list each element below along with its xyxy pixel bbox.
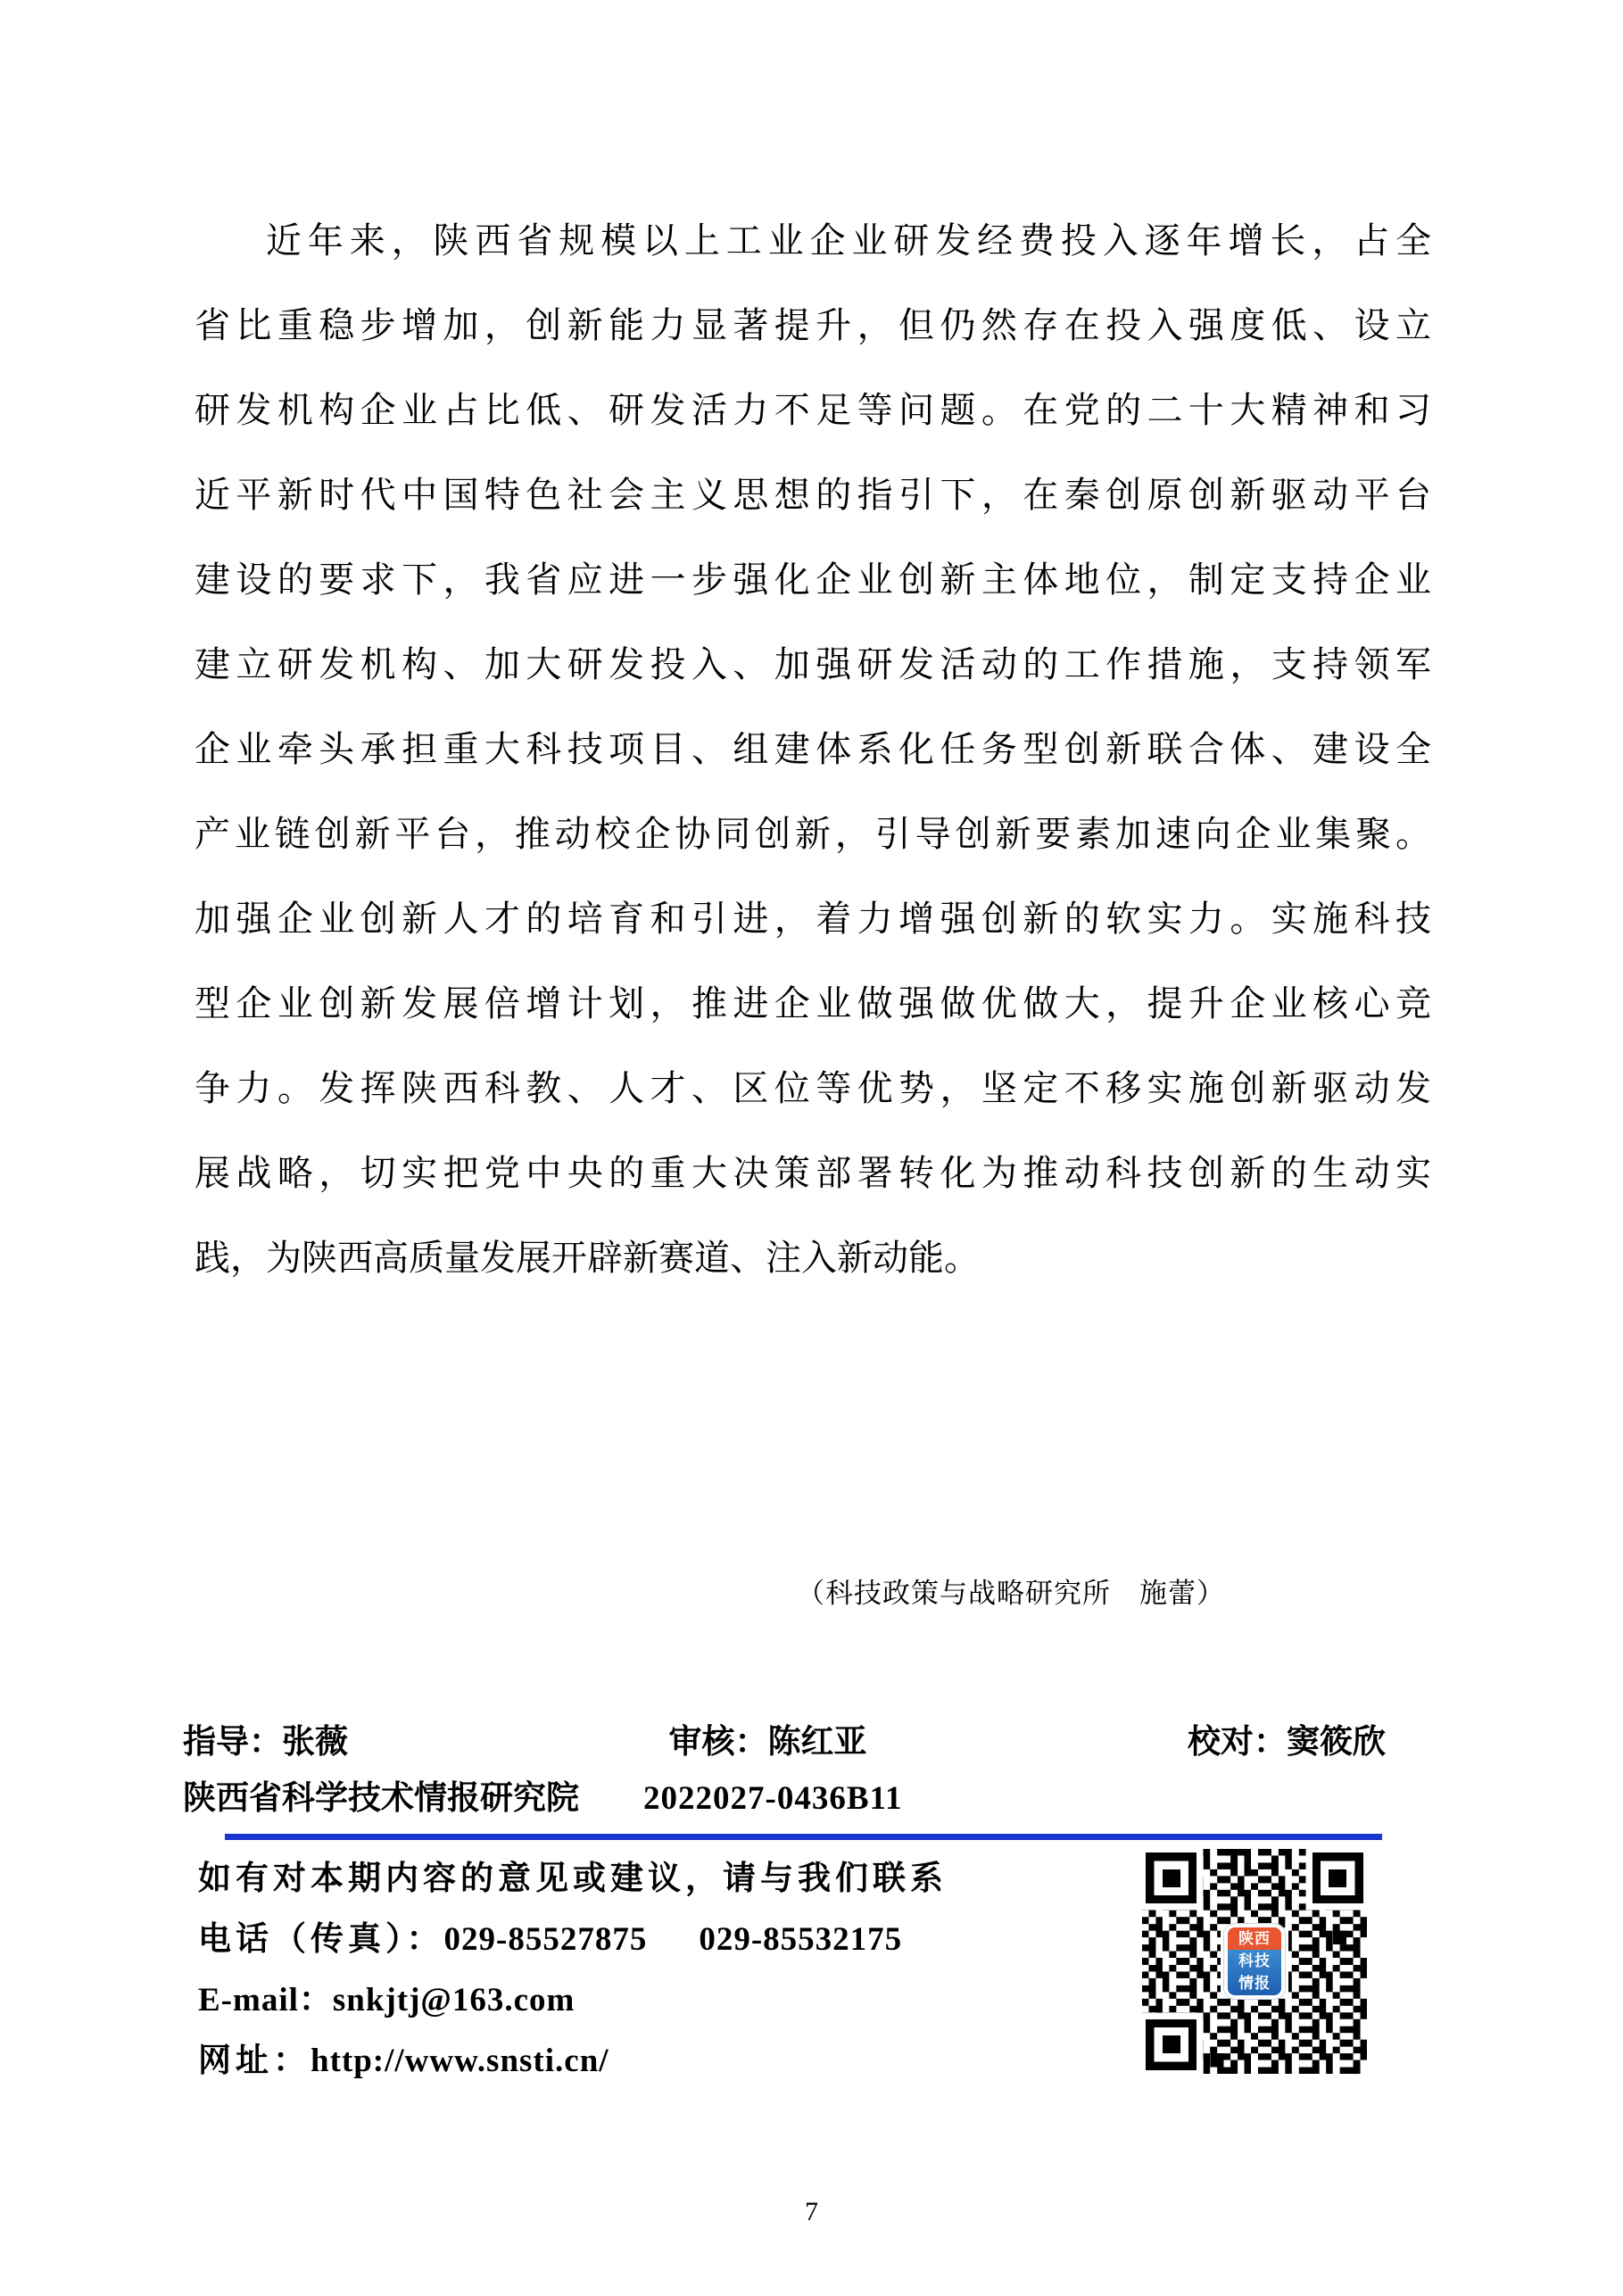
website-value: http://www.snsti.cn/ <box>311 2043 609 2079</box>
proofread-label: 校对：窦筱欣 <box>1188 1724 1386 1761</box>
qr-badge-line: 陕西 <box>1228 1927 1281 1950</box>
body-paragraph <box>195 198 1431 1300</box>
paragraph-line: 争力。发挥陕西科教、人才、区位等优势，坚定不移实施创新驱动发 <box>195 1068 1431 1108</box>
paragraph-line: 近年来，陕西省规模以上工业企业研发经费投入逐年增长，占全 <box>266 220 1431 261</box>
paragraph-line: 建立研发机构、加大研发投入、加强研发活动的工作措施，支持领军 <box>195 644 1431 684</box>
guidance-label: 指导：张薇 <box>183 1724 348 1761</box>
email-value: snkjtj@163.com <box>332 1982 576 2018</box>
review-label: 审核：陈红亚 <box>668 1724 867 1761</box>
paragraph-line: 型企业创新发展倍增计划，推进企业做强做优做大，提升企业核心竞 <box>195 983 1431 1024</box>
paragraph-line: 加强企业创新人才的培育和引进，着力增强创新的软实力。实施科技 <box>195 899 1431 939</box>
footer-staff-row <box>183 1720 1386 1765</box>
paragraph-line: 建设的要求下，我省应进一步强化企业创新主体地位，制定支持企业 <box>195 559 1431 600</box>
website-row <box>198 2031 1135 2092</box>
paragraph-line: 践，为陕西高质量发展开辟新赛道、注入新动能。 <box>195 1238 980 1278</box>
qr-badge-line: 情报 <box>1238 1975 1271 1992</box>
phone-label: 电话（传真）： <box>198 1921 444 1958</box>
doc-number: 2022027-0436B11 <box>643 1780 903 1817</box>
institute-name: 陕西省科学技术情报研究院 <box>183 1780 579 1817</box>
paragraph-line: 产业链创新平台，推动校企协同创新，引导创新要素加速向企业集聚。 <box>195 814 1431 854</box>
paragraph-line: 企业牵头承担重大科技项目、组建体系化任务型创新联合体、建设全 <box>195 729 1431 769</box>
paragraph-line: 近平新时代中国特色社会主义思想的指引下，在秦创原创新驱动平台 <box>195 475 1431 515</box>
divider-line <box>225 1834 1382 1840</box>
website-label: 网址： <box>198 2043 311 2079</box>
institute-row <box>183 1776 902 1822</box>
email-label: E-mail： <box>198 1982 333 2018</box>
email-row <box>198 1970 1135 2031</box>
qr-center-badge <box>1224 1924 1285 1999</box>
paragraph-line: 展战略，切实把党中央的重大决策部署转化为推动科技创新的生动实 <box>195 1153 1431 1193</box>
paragraph-line: 省比重稳步增加，创新能力显著提升，但仍然存在投入强度低、设立 <box>195 305 1431 345</box>
page-number: 7 <box>805 2197 818 2226</box>
contact-block <box>198 1849 1135 2092</box>
qr-code <box>1142 1849 1367 2074</box>
paragraph-line: 研发机构企业占比低、研发活力不足等问题。在党的二十大精神和习 <box>195 390 1431 430</box>
phone-number-2: 029-85532175 <box>699 1921 903 1958</box>
phone-row <box>198 1910 1135 1970</box>
feedback-line: 如有对本期内容的意见或建议，请与我们联系 <box>198 1861 948 1897</box>
qr-badge-line: 科技 <box>1238 1952 1271 1969</box>
attribution-line: （科技政策与战略研究所 施蕾） <box>797 1578 1225 1609</box>
phone-number-1: 029-85527875 <box>443 1921 648 1958</box>
